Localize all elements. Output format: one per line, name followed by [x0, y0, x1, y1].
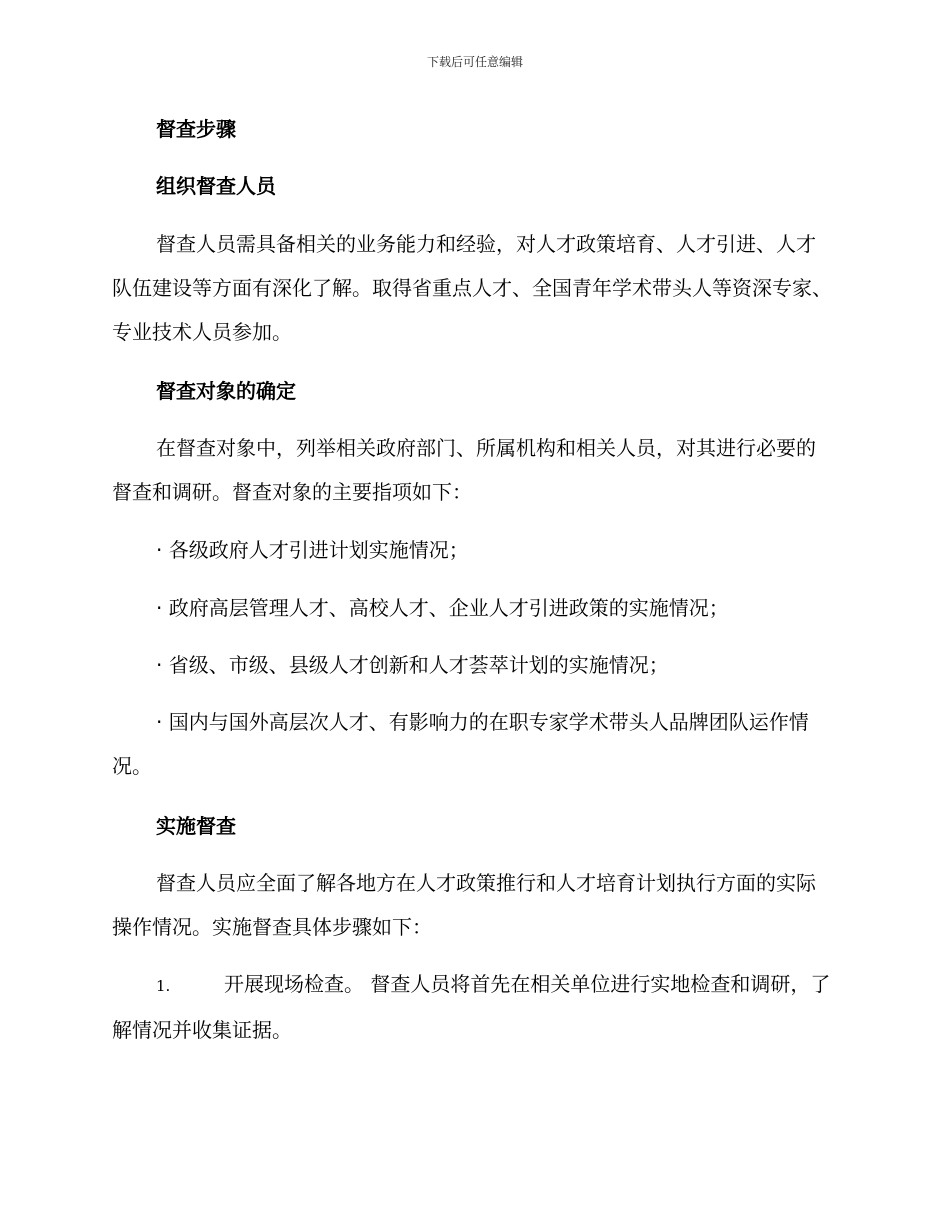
paragraph-implement: 督查人员应全面了解各地方在人才政策推行和人才培育计划执行方面的实际操作情况。实施督查具体步骤如下： [112, 871, 816, 939]
page-header: 下载后可任意编辑 [426, 55, 523, 69]
section-title-targets: 督查对象的确定 [156, 379, 296, 403]
numbered-item-1 [112, 962, 832, 1052]
list-item: · 各级政府人才引进计划实施情况； [156, 538, 469, 562]
section-title-implement: 实施督查 [156, 814, 236, 838]
list-item: · 省级、市级、县级人才创新和人才荟萃计划的实施情况； [156, 653, 669, 677]
list-item: · 国内与国外高层次人才、有影响力的在职专家学术带头人品牌团队运作情况。 [112, 710, 809, 778]
numbered-item-number: 1. [156, 977, 171, 995]
paragraph-organize: 督查人员需具备相关的业务能力和经验，对人才政策培育、人才引进、人才队伍建设等方面有深化了解。取得省重点人才、全国青年学术带头人等资深专家、专业技术人员参加。 [112, 232, 832, 344]
paragraph-targets: 在督查对象中，列举相关政府部门、所属机构和相关人员，对其进行必要的督查和调研。督查对象的主要指项如下： [112, 436, 816, 504]
numbered-item-text: 开展现场检查。 督查人员将首先在相关单位进行实地检查和调研，了解情况并收集证据。 [112, 972, 831, 1042]
list-item: · 政府高层管理人才、高校人才、企业人才引进政策的实施情况； [156, 596, 729, 620]
section-title-organize: 组织督查人员 [156, 174, 276, 198]
section-title-steps: 督查步骤 [156, 117, 236, 141]
